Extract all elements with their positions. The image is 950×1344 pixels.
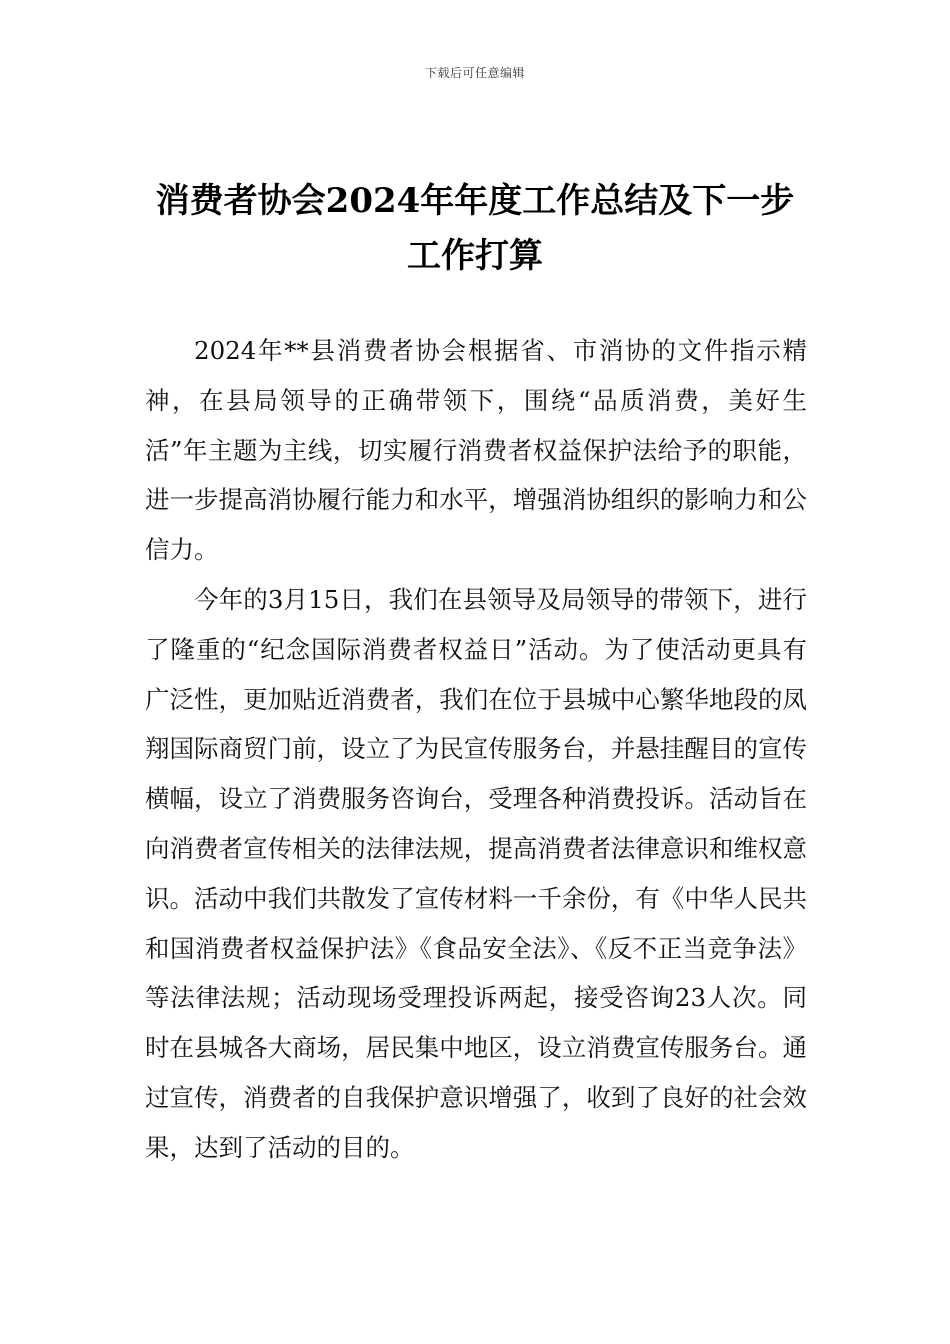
document-body <box>145 326 807 1173</box>
document-title-line-2: 工作打算 <box>407 236 543 276</box>
header-note: 下载后可任意编辑 <box>424 66 525 80</box>
paragraph-1: 2024年**县消费者协会根据省、市消协的文件指示精神，在县局领导的正确带领下，围绕“品质消费，美好生活”年主题为主线，切实履行消费者权益保护法给予的职能，进一步提高消协履行能力和水平，增强消协组织的影响力和公信力。 <box>145 336 807 565</box>
document-title-line-1: 消费者协会2024年年度工作总结及下一步 <box>155 181 795 221</box>
paragraph-2: 今年的3月15日，我们在县领导及局领导的带领下，进行了隆重的“纪念国际消费者权益日”活动。为了使活动更具有广泛性，更加贴近消费者，我们在位于县城中心繁华地段的凤翔国际商贸门前，设立了为民宣传服务台，并悬挂醒目的宣传横幅，设立了消费服务咨询台，受理各种消费投诉。活动旨在向消费者宣传相关的法律法规，提高消费者法律意识和维权意识。活动中我们共散发了宣传材料一千余份，有《中华人民共和国消费者权益保护法》《食品安全法》、《反不正当竞争法》等法律法规；活动现场受理投诉两起，接受咨询23人次。同时在县城各大商场，居民集中地区，设立消费宣传服务台。通过宣传，消费者的自我保护意识增强了，收到了良好的社会效果，达到了活动的目的。 <box>145 584 807 1162</box>
document-title <box>130 174 820 284</box>
